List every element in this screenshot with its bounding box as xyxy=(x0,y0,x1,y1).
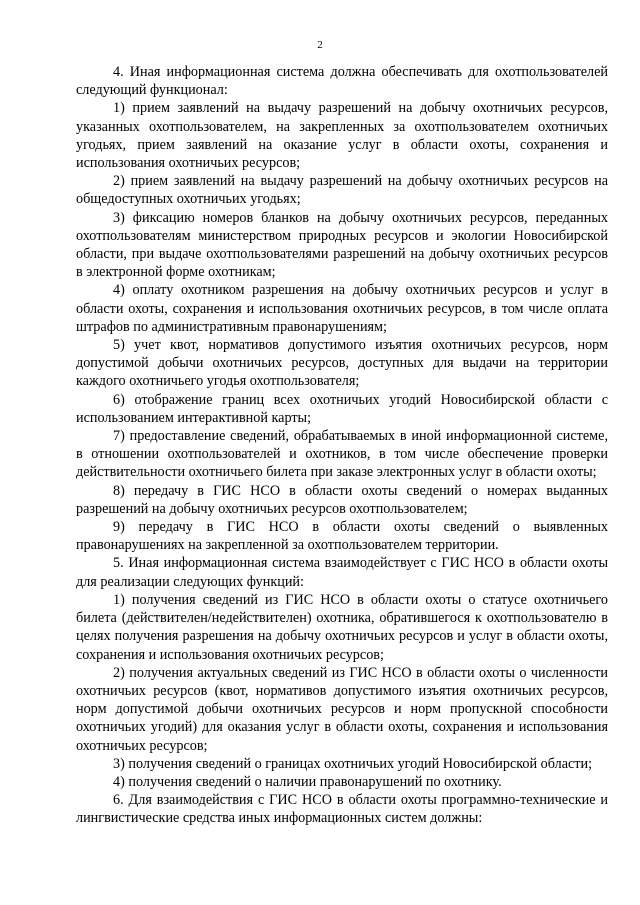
paragraph-4-6: 6) отображение границ всех охотничьих угодий Новосибирской области с использованием интерактивной карты; xyxy=(76,391,608,426)
paragraph-4: 4. Иная информационная система должна обеспечивать для охотпользователей следующий функционал: xyxy=(76,64,608,99)
paragraph-4-3: 3) фиксацию номеров бланков на добычу охотничьих ресурсов, переданных охотпользователям министерством природных ресурсов и экологии Новосибирской области, при выдаче охотпользователями разрешений на добычу охотничьих ресурсов в электронной форме охотникам; xyxy=(76,209,608,281)
paragraph-4-5: 5) учет квот, нормативов допустимого изъятия охотничьих ресурсов, норм допустимой добычи охотничьих ресурсов, доступных для выдачи на территории каждого охотничьего угодья охотпользователя; xyxy=(76,337,608,390)
paragraph-4-8: 8) передачу в ГИС НСО в области охоты сведений о номерах выданных разрешений на добычу охотничьих ресурсов охотпользователем; xyxy=(76,482,608,517)
paragraph-5: 5. Иная информационная система взаимодействует с ГИС НСО в области охоты для реализации следующих функций: xyxy=(76,555,608,590)
paragraph-5-3: 3) получения сведений о границах охотничьих угодий Новосибирской области; xyxy=(113,755,593,772)
paragraph-5-2: 2) получения актуальных сведений из ГИС НСО в области охоты о численности охотничьих ресурсов (квот, нормативов допустимого изъятия охотничьих ресурсов, норм допустимой добычи охотничьих ресурсов и норм пропускной способности охотничьих угодий) для оказания услуг в области охоты, сохранения и использования охотничьих ресурсов; xyxy=(76,664,608,754)
document-body xyxy=(76,63,608,828)
paragraph-4-4: 4) оплату охотником разрешения на добычу охотничьих ресурсов и услуг в области охоты, сохранения и использования охотничьих ресурсов, в том числе оплата штрафов по административным правонарушениям; xyxy=(76,282,608,335)
paragraph-5-1: 1) получения сведений из ГИС НСО в области охоты о статусе охотничьего билета (действителен/недействителен) охотника, обратившегося к охотпользователю в целях получения разрешения на добычу охотничьих ресурсов и услуг в области охоты, сохранения и использования охотничьих ресурсов; xyxy=(76,591,608,663)
paragraph-6: 6. Для взаимодействия с ГИС НСО в области охоты программно-технические и лингвистические средства иных информационных систем должны: xyxy=(76,792,608,827)
paragraph-4-7: 7) предоставление сведений, обрабатываемых в иной информационной системе, в отношении охотпользователей и охотников, в том числе обеспечение проверки действительности охотничьего билета при заказе электронных услуг в области охоты; xyxy=(76,428,608,481)
page-number: 2 xyxy=(317,39,323,51)
paragraph-4-9: 9) передачу в ГИС НСО в области охоты сведений о выявленных правонарушениях на закрепленной за охотпользователем территории. xyxy=(76,519,608,554)
paragraph-4-1: 1) прием заявлений на выдачу разрешений на добычу охотничьих ресурсов, указанных охотпользователем, на закрепленных за охотпользователем охотничьих угодьях, прием заявлений на оказание услуг в области охоты, сохранения и использования охотничьих ресурсов; xyxy=(76,100,608,172)
paragraph-5-4: 4) получения сведений о наличии правонарушений по охотнику. xyxy=(113,773,502,790)
paragraph-4-2: 2) прием заявлений на выдачу разрешений на добычу охотничьих ресурсов на общедоступных охотничьих угодьях; xyxy=(76,173,608,208)
